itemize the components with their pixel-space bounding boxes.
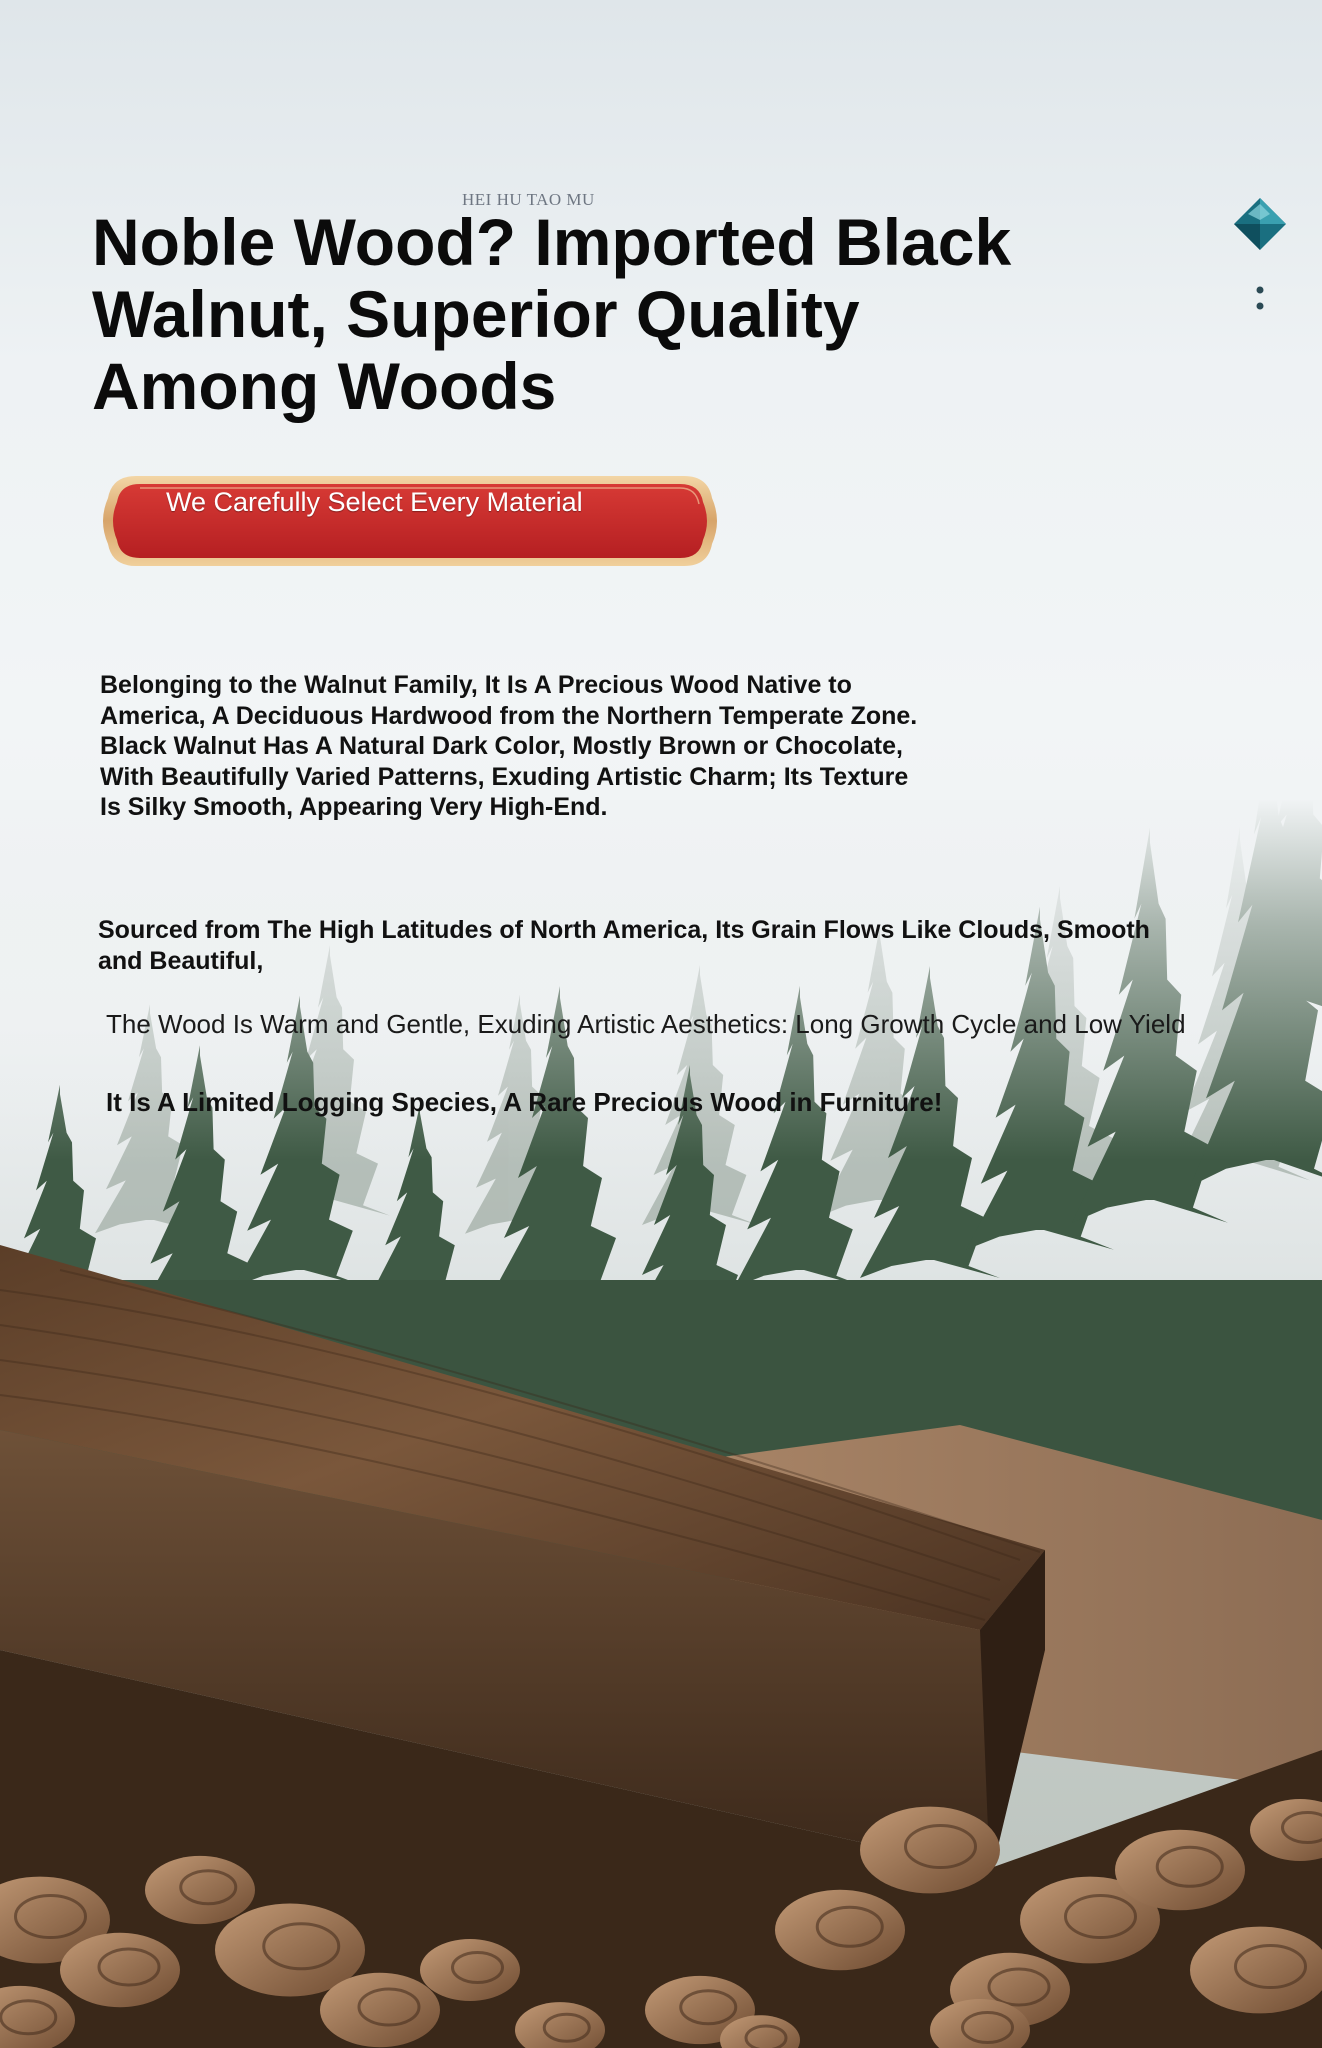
banner-label: We Carefully Select Every Material — [166, 487, 583, 517]
page-title: Noble Wood? Imported Black Walnut, Superior Quality Among Woods — [92, 205, 1012, 423]
rarity-text: It Is A Limited Logging Species, A Rare Precious Wood in Furniture! — [106, 1087, 943, 1117]
pinyin-subtitle: HEI HU TAO MU — [462, 190, 595, 209]
teal-diamond-icon — [1230, 194, 1290, 254]
description-paragraph: Belonging to the Walnut Family, It Is A Precious Wood Native to America, A Deciduous Hardwood from the Northern Temperate Zone. Black Walnut Has A Natural Dark Color, Mostly Brown or Chocolate, With Beautifully Varied Patterns, Exuding Artistic Charm; Its Texture Is Silky Smooth, Appearing Very High-End. — [100, 671, 918, 821]
walnut-planks-illustration — [0, 1230, 1322, 2048]
aesthetics-text: The Wood Is Warm and Gentle, Exuding Artistic Aesthetics: Long Growth Cycle and Low Yield — [106, 1009, 1186, 1039]
vertical-dots-icon — [1254, 284, 1266, 314]
source-text: Sourced from The High Latitudes of North America, Its Grain Flows Like Clouds, Smooth and Beautiful, — [98, 916, 1150, 975]
